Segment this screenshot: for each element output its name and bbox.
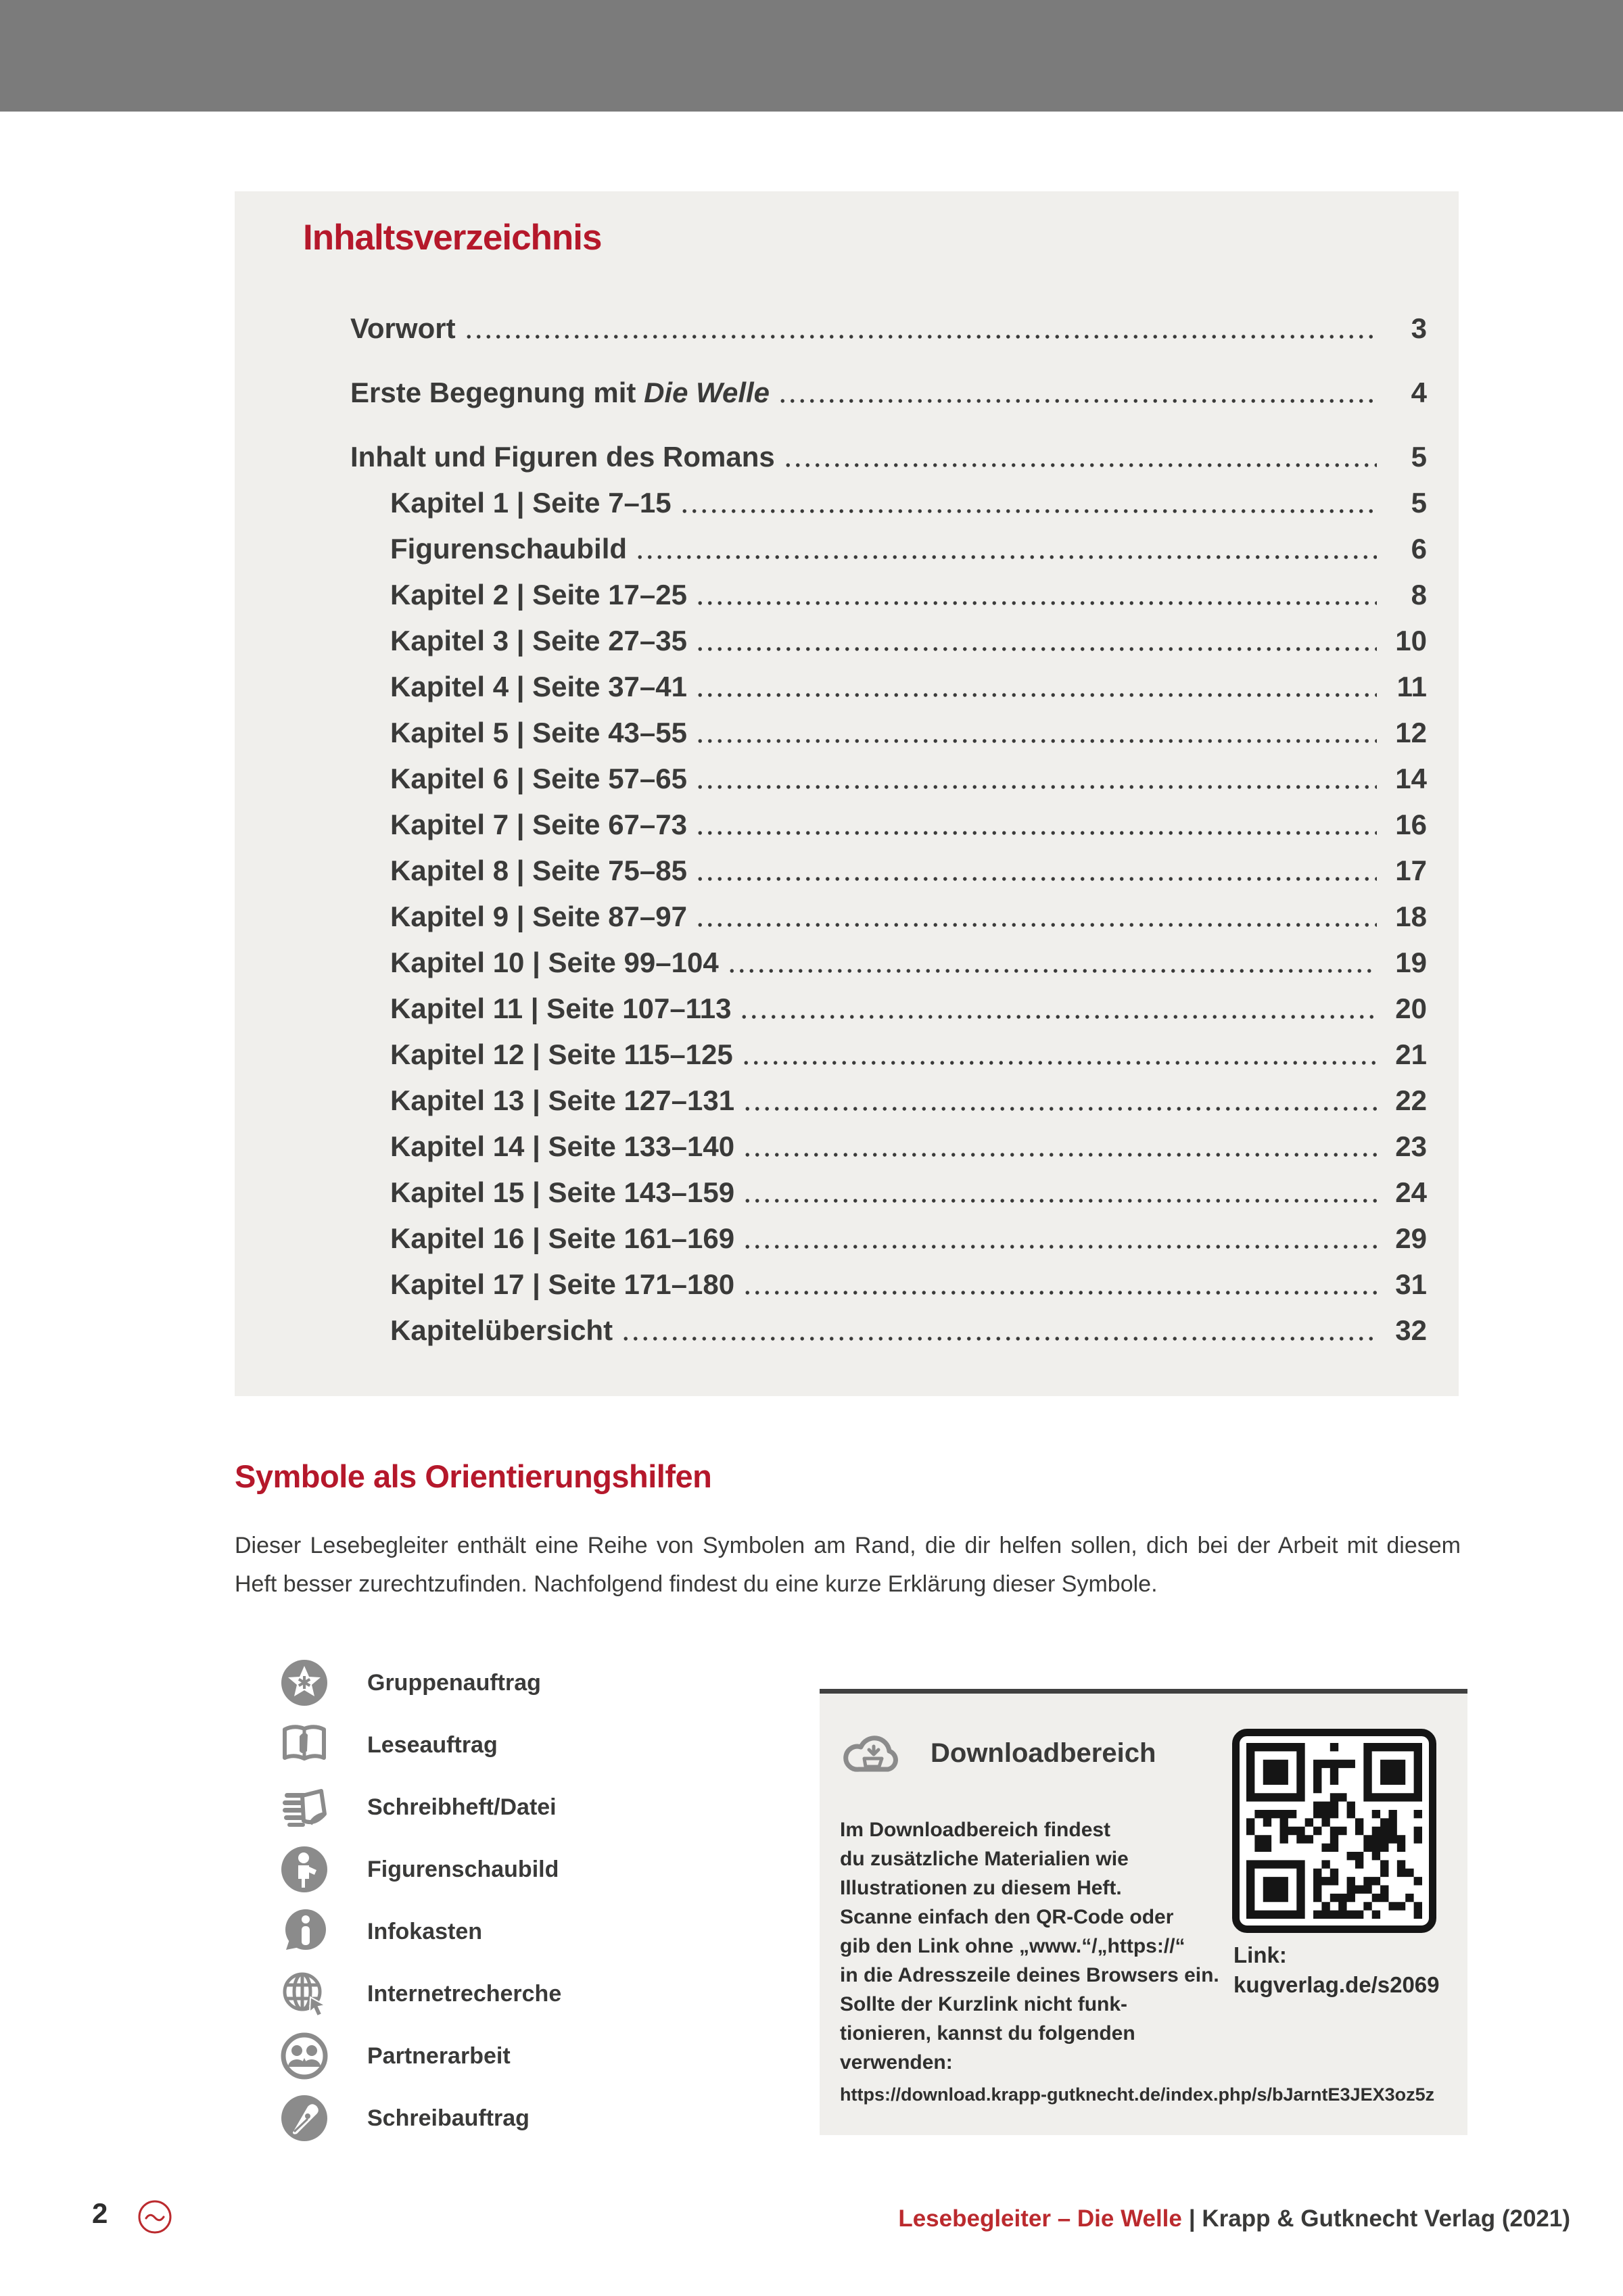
symbol-label: Gruppenauftrag [367,1669,541,1696]
symbol-label: Schreibauftrag [367,2105,530,2131]
toc-entry[interactable]: Kapitel 17 | Seite 171–180 31 [390,1268,1427,1300]
notebook-file-icon [279,1782,329,1832]
footer-credit [898,2205,1570,2232]
toc-entry[interactable]: Kapitel 10 | Seite 99–104 19 [390,947,1427,978]
dot-leader [680,507,1377,515]
toc-page-number: 6 [1411,533,1427,565]
dot-leader [695,737,1377,745]
toc-page-number: 11 [1396,671,1427,702]
list-item [279,2031,561,2081]
toc-page-number: 18 [1395,901,1427,932]
dot-leader [695,599,1377,607]
toc-page-number: 31 [1395,1268,1427,1300]
toc-page-number: 8 [1411,579,1427,611]
toc-entry[interactable]: Figurenschaubild 6 [390,533,1427,565]
toc-entry[interactable]: Vorwort 3 [350,312,1427,344]
dot-leader [695,921,1377,929]
dot-leader [695,645,1377,653]
download-body: Im Downloadbereich findest du zusätzliche Materialien wie Illustrationen zu diesem Heft. Scanne einfach den QR-Code oder gib den Link ohne „www.“/„https://“ in die Adresszeile deines Browsers ein. Sollte der Kurzlink nicht funk- tionieren, kannst du folgenden verwenden: [840,1819,1219,2074]
list-item [279,1844,561,1894]
internet-research-icon [279,1969,329,2019]
symbols-heading: Symbole als Orientierungshilfen [235,1458,712,1494]
toc-entry[interactable]: Kapitel 9 | Seite 87–97 18 [390,901,1427,932]
svg-text:✱: ✱ [297,1673,312,1693]
dot-leader [741,1059,1377,1067]
toc-page-number: 16 [1395,809,1427,840]
cloud-download-icon [839,1717,909,1781]
toc-page-number: 32 [1395,1314,1427,1346]
toc-page-number: 17 [1395,855,1427,886]
toc-entry[interactable]: Kapitelübersicht 32 [390,1314,1427,1346]
symbols-intro: Dieser Lesebegleiter enthält eine Reihe von Symbolen am Rand, die dir helfen sollen, dich bei der Arbeit mit diesem Heft besser zurechtzufinden. Nachfolgend findest du eine kurze Erklärung dieser Symbole. [235,1533,1461,1597]
dot-leader [743,1151,1377,1159]
list-item [279,2093,561,2143]
toc-page-number: 22 [1395,1084,1427,1116]
dot-leader [743,1243,1377,1251]
wave-logo-icon [137,2199,173,2235]
toc-page-number: 29 [1395,1222,1427,1254]
symbol-label: Figurenschaubild [367,1856,559,1882]
partner-work-icon [279,2031,329,2081]
dot-leader [695,783,1377,791]
dot-leader [727,967,1377,975]
toc-page-number: 19 [1395,947,1427,978]
dot-leader [783,461,1377,469]
footer-brand: Lesebegleiter – Die Welle [898,2205,1182,2232]
dot-leader [743,1197,1377,1205]
footer-publisher: | Krapp & Gutknecht Verlag (2021) [1188,2205,1570,2232]
dot-leader [464,333,1377,341]
toc-entry[interactable]: Kapitel 8 | Seite 75–85 17 [390,855,1427,886]
toc-entry[interactable]: Kapitel 5 | Seite 43–55 12 [390,717,1427,748]
toc-entry[interactable]: Kapitel 16 | Seite 161–169 29 [390,1222,1427,1254]
toc-page-number: 14 [1395,763,1427,794]
toc-page-number: 3 [1411,312,1427,344]
info-box-icon [279,1907,329,1957]
toc-page-number: 20 [1395,992,1427,1024]
list-item [279,1782,561,1832]
toc-page-number: 23 [1395,1130,1427,1162]
toc-entry[interactable]: Erste Begegnung mit Die Welle 4 [350,377,1427,408]
toc-entry[interactable]: Kapitel 15 | Seite 143–159 24 [390,1176,1427,1208]
dot-leader [743,1289,1377,1297]
symbol-label: Infokasten [367,1918,483,1944]
toc-page-number: 21 [1395,1038,1427,1070]
toc-panel [235,191,1459,1396]
top-gray-band [0,0,1623,112]
short-link[interactable]: kugverlag.de/s2069 [1233,1972,1440,1997]
toc-entry[interactable]: Kapitel 3 | Seite 27–35 10 [390,625,1427,656]
toc-page-number: 24 [1395,1176,1427,1208]
symbol-label: Internetrecherche [367,1980,562,2007]
writing-task-icon [279,2093,329,2143]
toc-entry[interactable]: Kapitel 4 | Seite 37–41 11 [390,671,1427,702]
toc-entry[interactable]: Kapitel 14 | Seite 133–140 23 [390,1130,1427,1162]
toc-entry[interactable]: Kapitel 1 | Seite 7–15 5 [390,487,1427,519]
link-label: Link: [1233,1942,1287,1967]
list-item [279,1658,561,1708]
full-download-url[interactable]: https://download.krapp-gutknecht.de/index.php/s/bJarntE3JEX3oz5z [840,2084,1435,2105]
toc-entry[interactable]: Kapitel 6 | Seite 57–65 14 [390,763,1427,794]
toc-page-number: 5 [1411,487,1427,519]
dot-leader [635,553,1377,561]
figure-chart-icon [279,1844,329,1894]
symbols-list [279,1658,561,2143]
toc-page-number: 4 [1411,377,1427,408]
toc-entry[interactable]: Kapitel 2 | Seite 17–25 8 [390,579,1427,611]
toc-entry[interactable]: Kapitel 7 | Seite 67–73 16 [390,809,1427,840]
dot-leader [743,1105,1377,1113]
download-panel [820,1689,1467,2135]
reading-task-icon [279,1720,329,1770]
symbol-label: Partnerarbeit [367,2042,511,2069]
symbol-label: Schreibheft/Datei [367,1794,557,1820]
toc-entry[interactable]: Inhalt und Figuren des Romans 5 [350,441,1427,473]
toc-entry[interactable]: Kapitel 12 | Seite 115–125 21 [390,1038,1427,1070]
list-item [279,1720,561,1770]
toc-page-number: 5 [1411,441,1427,473]
qr-code [1232,1729,1436,1933]
toc-page-number: 10 [1395,625,1427,656]
download-heading: Downloadbereich [931,1738,1156,1768]
dot-leader [778,397,1377,405]
list-item [279,1969,561,2019]
list-item [279,1907,561,1957]
dot-leader [695,829,1377,837]
toc-page-number: 12 [1395,717,1427,748]
symbol-label: Leseauftrag [367,1731,498,1758]
toc-title: Inhaltsverzeichnis [303,218,602,258]
toc-list [350,312,1427,1347]
dot-leader [621,1335,1377,1343]
dot-leader [739,1013,1377,1021]
toc-entry[interactable]: Kapitel 11 | Seite 107–113 20 [390,992,1427,1024]
group-task-icon [279,1658,329,1708]
dot-leader [695,691,1377,699]
toc-entry[interactable]: Kapitel 13 | Seite 127–131 22 [390,1084,1427,1116]
page-number: 2 [92,2197,108,2229]
dot-leader [695,875,1377,883]
